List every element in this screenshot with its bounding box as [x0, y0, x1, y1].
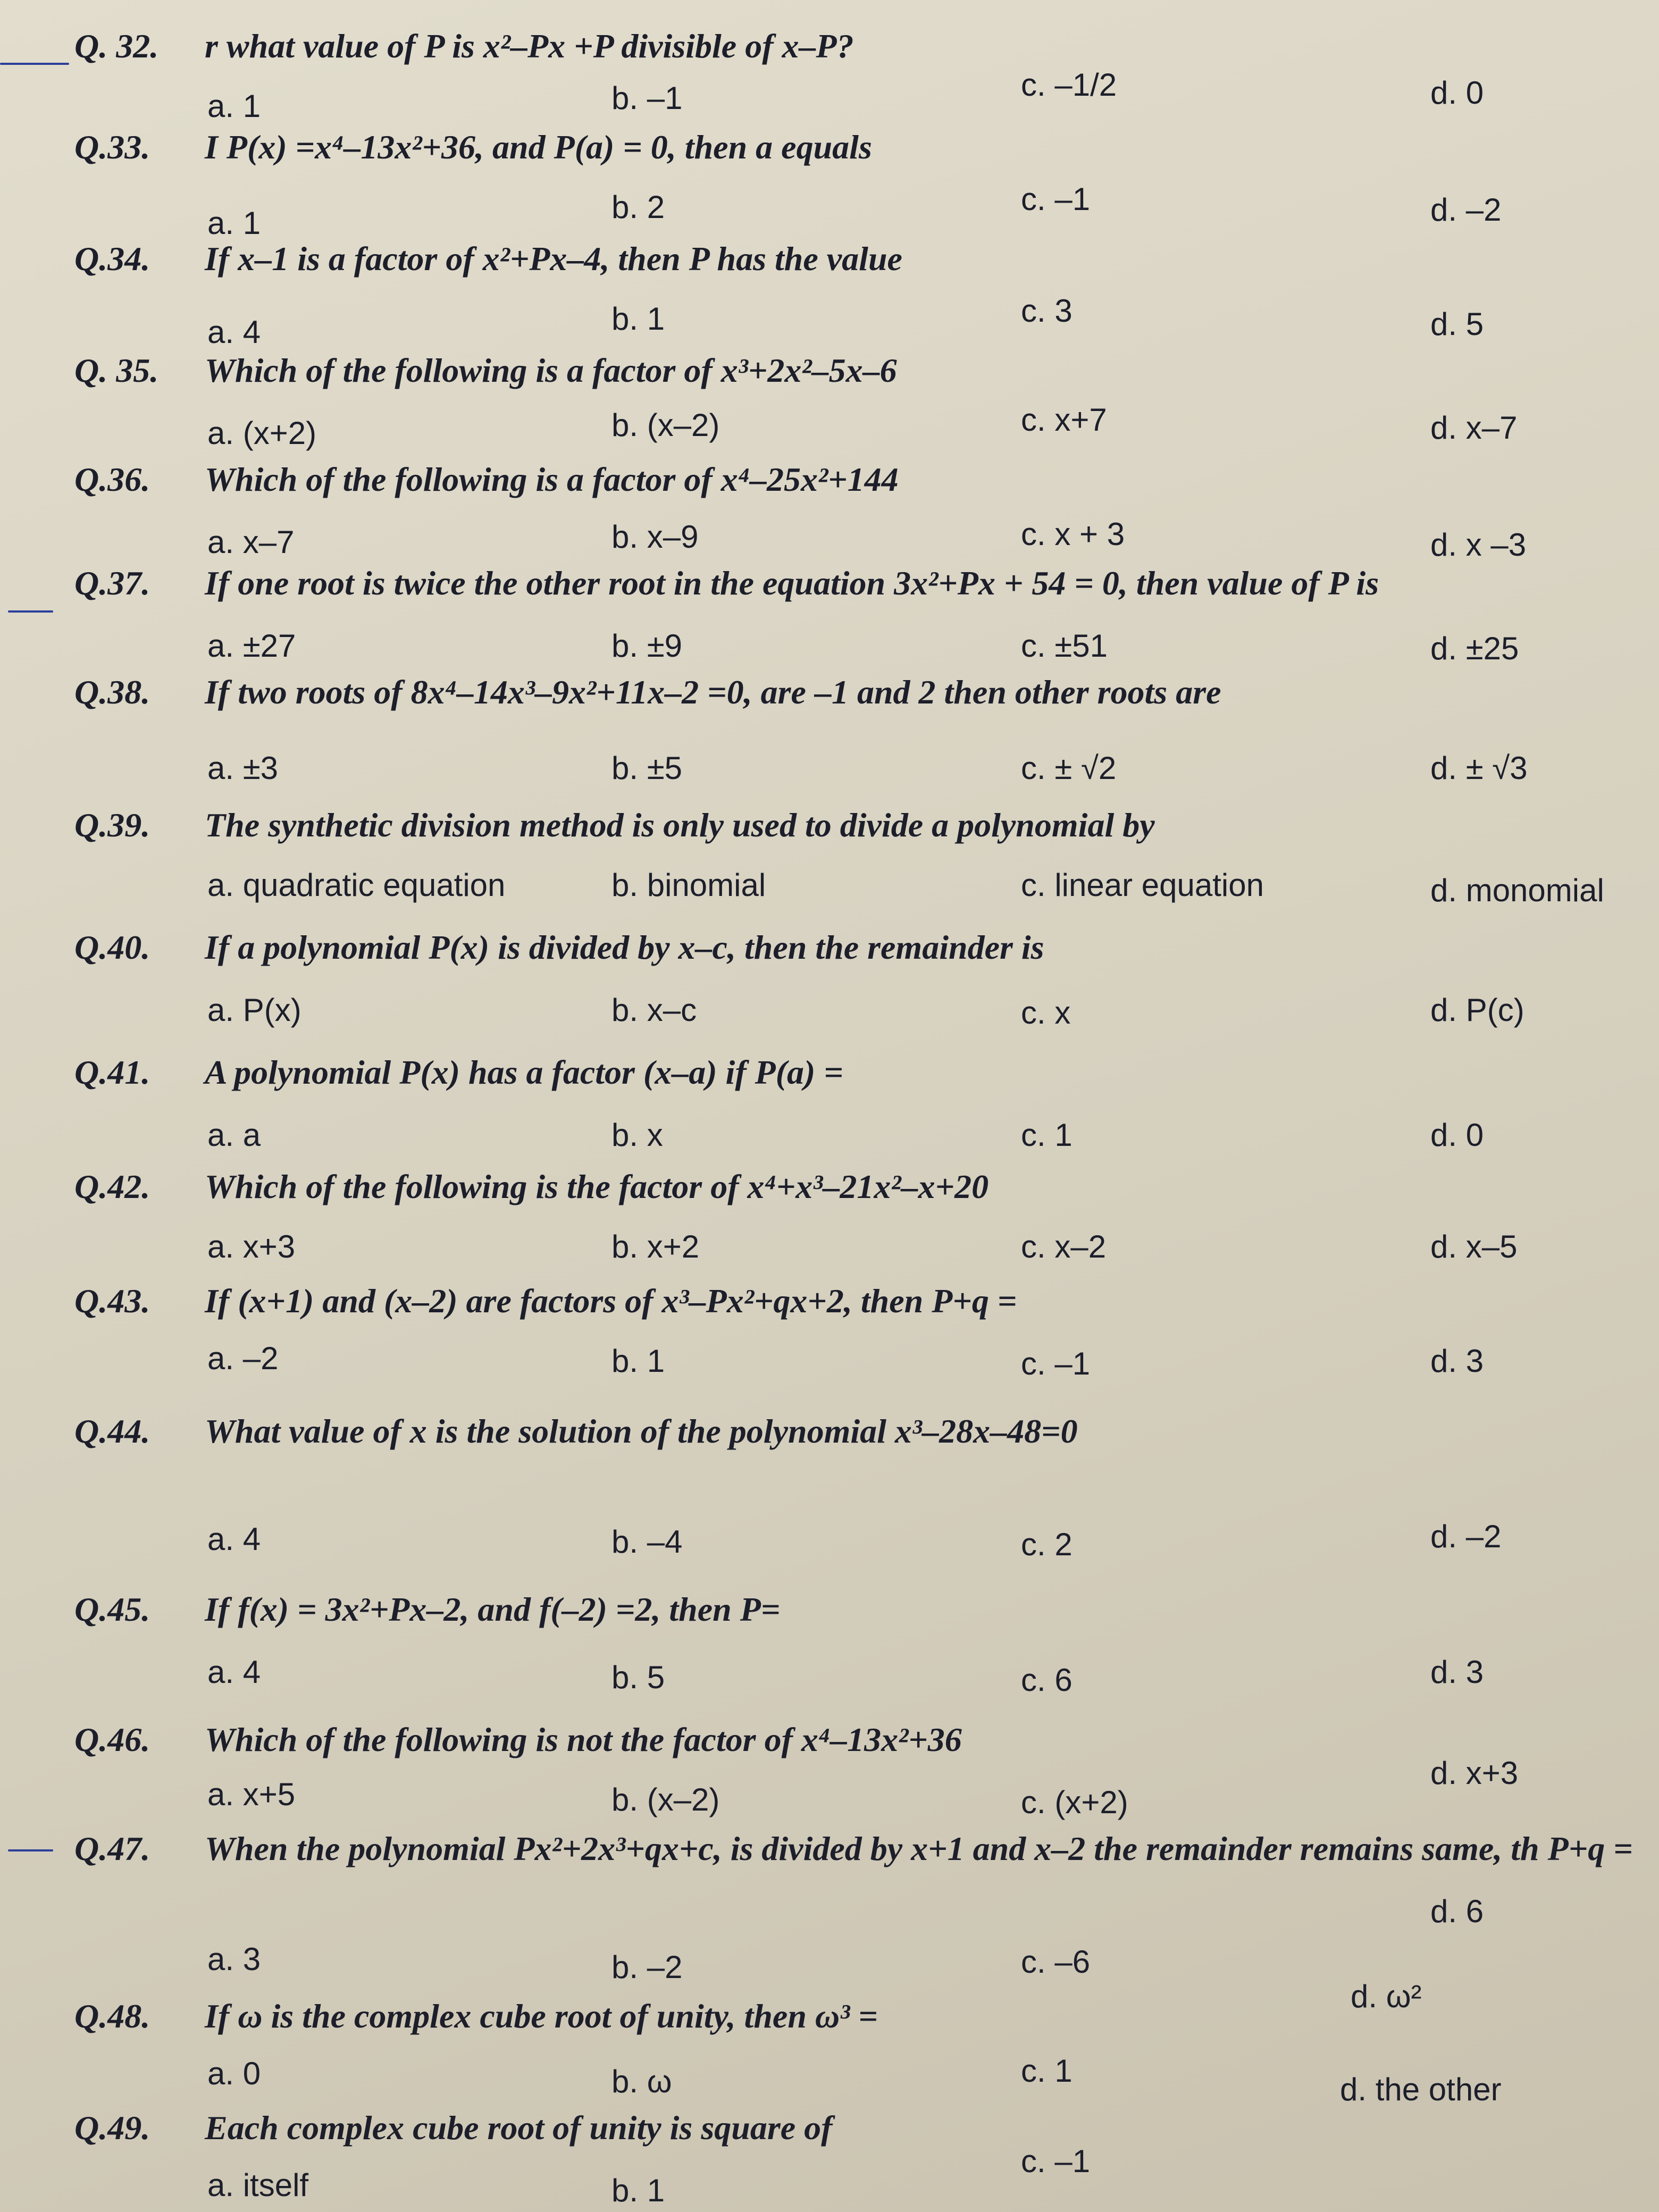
question-number: Q.41.: [74, 1053, 150, 1091]
question-number: Q.38.: [74, 673, 150, 711]
question-text: Each complex cube root of unity is square of: [205, 2109, 833, 2147]
option-b: b. 1: [611, 2173, 665, 2208]
option-b: b. ω: [611, 2064, 672, 2099]
question-text: Which of the following is the factor of x⁴+x³–21x²–x+20: [205, 1168, 989, 1205]
question-text: When the polynomial Px²+2x³+qx+c, is divided by x+1 and x–2 the remainder remains same, th P+q =: [205, 1830, 1633, 1867]
option-b: b. (x–2): [611, 407, 720, 443]
option-c: c. –1/2: [1021, 67, 1117, 103]
option-d: d. ω²: [1351, 1979, 1422, 2014]
option-a: a. ±3: [207, 750, 279, 786]
option-d: d. ± √3: [1430, 750, 1528, 786]
question-number: Q.49.: [74, 2109, 150, 2147]
option-b: b. 1: [611, 1343, 665, 1379]
question-number: Q.48.: [74, 1997, 150, 2035]
option-c: c. –1: [1021, 181, 1091, 217]
option-d: d. x–5: [1430, 1229, 1518, 1264]
question-number: Q. 35.: [74, 351, 159, 389]
option-c: c. linear equation: [1021, 867, 1264, 903]
question-text: The synthetic division method is only used to divide a polynomial by: [205, 806, 1155, 844]
option-b: b. –1: [611, 80, 683, 116]
option-a: a. 1: [207, 88, 261, 124]
option-c: c. x–2: [1021, 1229, 1107, 1264]
option-d: d. 3: [1430, 1654, 1484, 1690]
option-c: c. 1: [1021, 1117, 1073, 1153]
option-b: b. x+2: [611, 1229, 700, 1264]
question-text: If a polynomial P(x) is divided by x–c, then the remainder is: [205, 928, 1044, 966]
question-text: What value of x is the solution of the polynomial x³–28x–48=0: [205, 1412, 1078, 1450]
option-c: c. –1: [1021, 1346, 1091, 1381]
pen-mark: [8, 1849, 53, 1851]
option-d: d. 0: [1430, 1117, 1484, 1153]
question-number: Q.36.: [74, 460, 150, 498]
option-b: b. 5: [611, 1660, 665, 1695]
question-number: Q.39.: [74, 806, 150, 844]
option-a: a. 0: [207, 2056, 261, 2091]
option-d: d. 3: [1430, 1343, 1484, 1379]
option-b: b. 2: [611, 189, 665, 225]
option-c: c. x: [1021, 995, 1071, 1030]
question-number: Q.43.: [74, 1282, 150, 1320]
question-number: Q. 32.: [74, 27, 159, 65]
option-a: a. x–7: [207, 524, 295, 560]
option-c: c. (x+2): [1021, 1784, 1128, 1820]
option-a: a. 4: [207, 1654, 261, 1690]
question-text: If one root is twice the other root in the equation 3x²+Px + 54 = 0, then value of P is: [205, 564, 1379, 602]
option-c: c. x+7: [1021, 402, 1107, 438]
question-text: Which of the following is a factor of x³+2x²–5x–6: [205, 351, 897, 389]
option-d: d. x–7: [1430, 410, 1518, 446]
question-number: Q.37.: [74, 564, 150, 602]
option-a: a. ±27: [207, 628, 296, 664]
option-c: c. ± √2: [1021, 750, 1117, 786]
option-a: a. itself: [207, 2167, 309, 2203]
option-b: b. –4: [611, 1524, 683, 1560]
option-c: c. 1: [1021, 2053, 1073, 2089]
option-d: d. 6: [1430, 1893, 1484, 1929]
question-number: Q.47.: [74, 1830, 150, 1867]
option-c: c. –1: [1021, 2143, 1091, 2179]
question-number: Q.33.: [74, 128, 150, 166]
option-b: b. x: [611, 1117, 663, 1153]
question-number: Q.42.: [74, 1168, 150, 1205]
option-b: b. x–9: [611, 519, 699, 555]
option-a: a. 3: [207, 1941, 261, 1977]
question-text: r what value of P is x²–Px +P divisible of x–P?: [205, 27, 854, 65]
question-text: Which of the following is a factor of x⁴–25x²+144: [205, 460, 899, 498]
pen-mark: [0, 63, 69, 65]
question-text: Which of the following is not the factor of x⁴–13x²+36: [205, 1721, 962, 1758]
option-a: a. –2: [207, 1340, 279, 1376]
option-d: d. 5: [1430, 306, 1484, 342]
option-c: c. ±51: [1021, 628, 1108, 664]
option-d: d. x+3: [1430, 1755, 1519, 1791]
question-text: A polynomial P(x) has a factor (x–a) if P(a) =: [205, 1053, 843, 1091]
option-b: b. ±9: [611, 628, 683, 664]
option-b: b. binomial: [611, 867, 766, 903]
option-c: c. x + 3: [1021, 516, 1125, 552]
option-d: d. monomial: [1430, 873, 1604, 908]
option-b: b. ±5: [611, 750, 683, 786]
option-b: b. 1: [611, 301, 665, 337]
question-number: Q.44.: [74, 1412, 150, 1450]
question-number: Q.34.: [74, 240, 150, 278]
option-c: c. 3: [1021, 293, 1073, 329]
option-c: c. –6: [1021, 1944, 1091, 1980]
option-b: b. –2: [611, 1949, 683, 1985]
option-d: d. x –3: [1430, 527, 1527, 563]
pen-mark: [8, 610, 53, 613]
option-a: a. 1: [207, 205, 261, 241]
option-a: a. (x+2): [207, 415, 317, 451]
option-b: b. x–c: [611, 992, 697, 1028]
option-a: a. 4: [207, 1521, 261, 1557]
question-text: I P(x) =x⁴–13x²+36, and P(a) = 0, then a equals: [205, 128, 872, 166]
question-number: Q.40.: [74, 928, 150, 966]
option-a: a. x+5: [207, 1777, 296, 1812]
option-d: d. the other: [1340, 2072, 1502, 2107]
option-a: a. P(x): [207, 992, 301, 1028]
question-number: Q.46.: [74, 1721, 150, 1758]
question-text: If (x+1) and (x–2) are factors of x³–Px²+qx+2, then P+q =: [205, 1282, 1017, 1320]
question-text: If x–1 is a factor of x²+Px–4, then P has the value: [205, 240, 902, 278]
option-b: b. (x–2): [611, 1782, 720, 1817]
question-number: Q.45.: [74, 1590, 150, 1628]
option-c: c. 2: [1021, 1527, 1073, 1562]
option-c: c. 6: [1021, 1662, 1073, 1698]
option-d: d. –2: [1430, 1519, 1502, 1554]
question-text: If f(x) = 3x²+Px–2, and f(–2) =2, then P=: [205, 1590, 781, 1628]
option-a: a. quadratic equation: [207, 867, 506, 903]
option-a: a. x+3: [207, 1229, 296, 1264]
option-d: d. ±25: [1430, 631, 1519, 666]
question-text: If ω is the complex cube root of unity, then ω³ =: [205, 1997, 878, 2035]
option-d: d. 0: [1430, 75, 1484, 111]
option-a: a. 4: [207, 314, 261, 350]
option-d: d. –2: [1430, 192, 1502, 228]
option-a: a. a: [207, 1117, 261, 1153]
option-d: d. P(c): [1430, 992, 1524, 1028]
question-text: If two roots of 8x⁴–14x³–9x²+11x–2 =0, are –1 and 2 then other roots are: [205, 673, 1221, 711]
